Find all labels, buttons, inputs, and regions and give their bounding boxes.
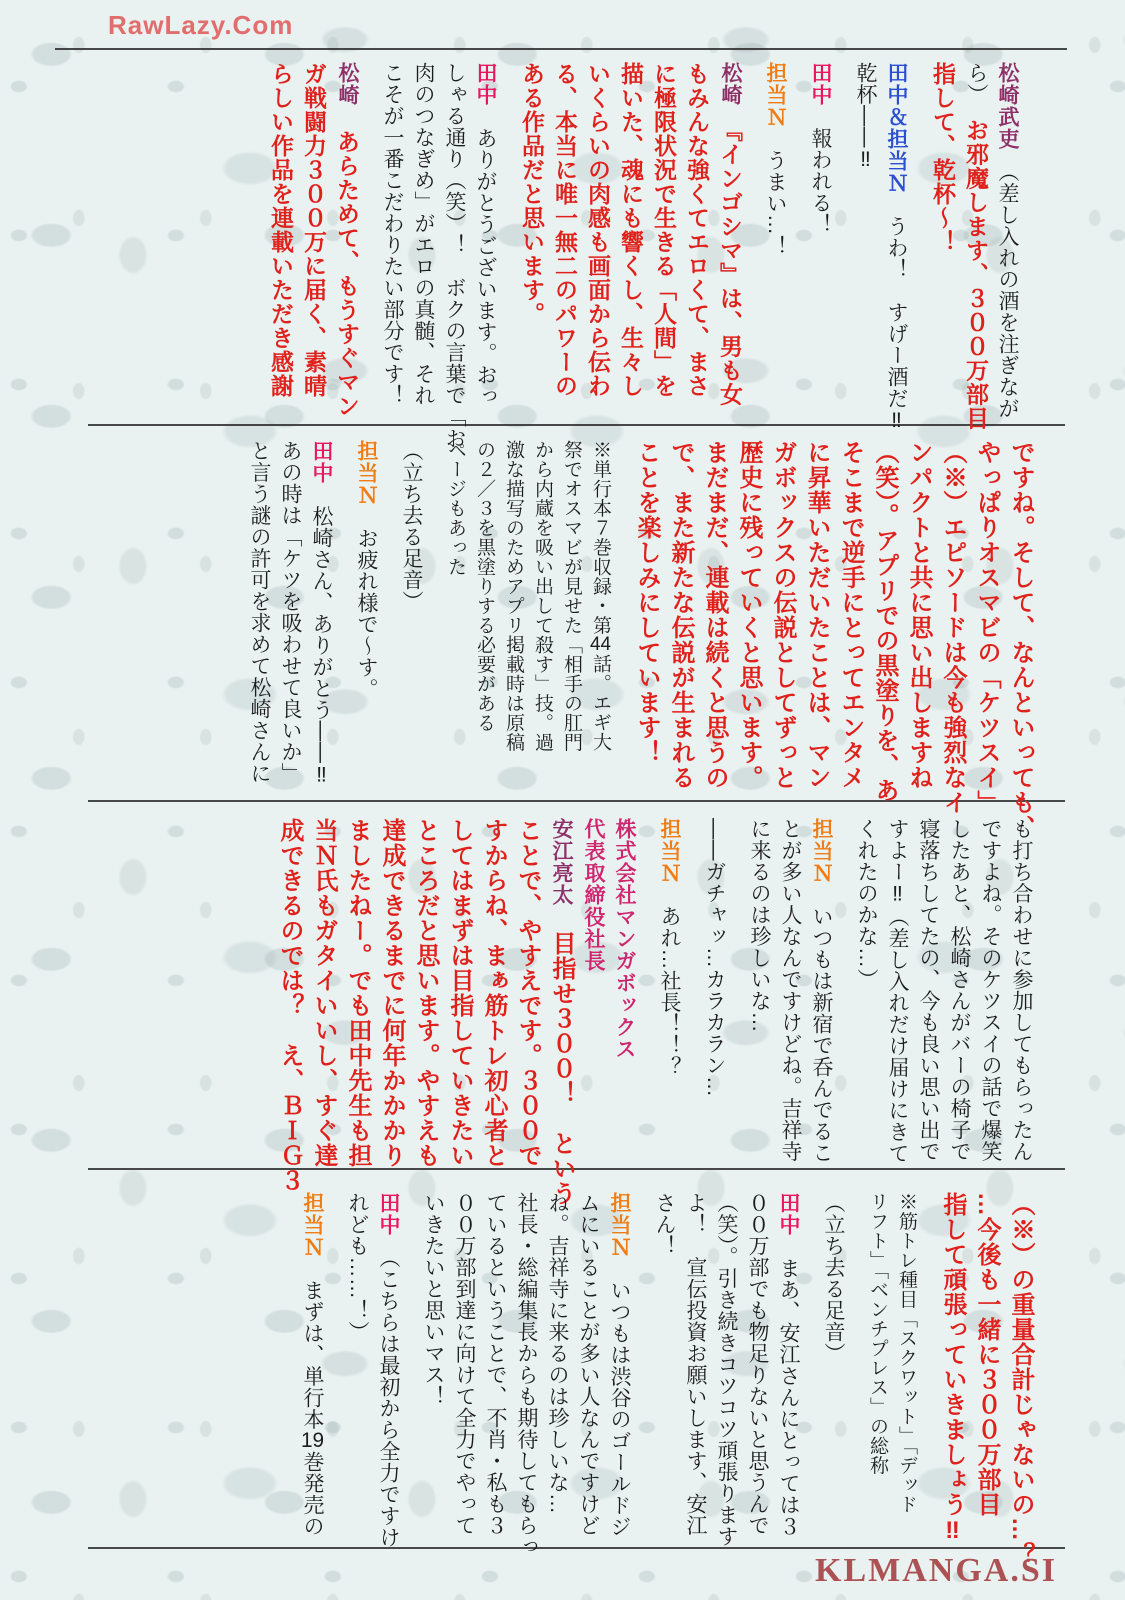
text-column xyxy=(412,818,439,1168)
speaker-label: 田中 xyxy=(377,1192,400,1236)
text-run: ですね。そして、なんといっても、 xyxy=(1007,440,1034,840)
text-column xyxy=(765,62,786,428)
text-column xyxy=(1011,818,1032,1162)
text-run: してはまずは目指していきたい xyxy=(446,818,473,1168)
text-run: ※筋トレ種目「スクワット」「デッド xyxy=(896,1192,917,1514)
text-column xyxy=(780,818,801,1162)
text-run: 激な描写のためアプリ掲載時は原稿 xyxy=(503,440,524,752)
divider-line xyxy=(55,48,1067,50)
text-run: 『インゴシマ』は、男も女 xyxy=(717,106,743,407)
text-run: しゃる通り（笑）！ ボクの言葉で「お xyxy=(443,62,466,449)
text-column xyxy=(446,818,473,1168)
text-run: ００万部でも物足りないと思うんで xyxy=(746,1192,769,1536)
text-run: ※単行本７巻収録・第 xyxy=(590,440,611,635)
text-column xyxy=(578,1192,599,1544)
text-column xyxy=(997,62,1018,428)
text-run: 歴史に残っていくと思います。 xyxy=(735,440,762,790)
text-column xyxy=(562,440,581,792)
text-run: 巻発売の xyxy=(301,1451,324,1537)
text-run: うわ！ すげー酒だ‼ xyxy=(885,194,908,433)
text-run: れども……！） xyxy=(346,1192,369,1343)
text-run: ことを楽しみにしています！ xyxy=(633,440,660,765)
text-column xyxy=(276,818,303,1193)
speaker-label: 担当Ｎ xyxy=(764,62,787,128)
text-run: ありがとうございます。おっ xyxy=(474,106,497,407)
text-column xyxy=(702,440,726,792)
text-run: 話。エギ大 xyxy=(590,654,611,752)
text-column xyxy=(770,440,794,792)
text-run: 寝落ちしてたの、今も良い思い出で xyxy=(917,818,940,1162)
text-column xyxy=(548,818,575,1206)
text-column xyxy=(249,440,270,792)
text-run: に昇華いただいたことは、マン xyxy=(803,440,830,790)
text-run: から内蔵を吸い出して殺す」技。過 xyxy=(532,440,553,752)
text-column xyxy=(778,1192,799,1544)
text-column xyxy=(747,1192,768,1544)
text-column xyxy=(504,440,523,792)
text-run: ある作品だと思います。 xyxy=(519,62,545,326)
text-column xyxy=(906,440,930,792)
text-column xyxy=(868,1192,887,1544)
text-run: 松崎さん、ありがとう――‼ xyxy=(310,484,333,787)
text-column xyxy=(443,62,466,449)
text-column xyxy=(940,1192,964,1544)
text-run: 祭でオスマビが見せた「相手の肛門 xyxy=(561,440,582,752)
text-column xyxy=(302,62,325,428)
interview-band-1 xyxy=(268,62,1042,449)
text-column xyxy=(515,1192,538,1558)
text-column xyxy=(446,440,465,792)
text-run: まだまだ、連載は続くと思うの xyxy=(701,440,728,790)
text-column xyxy=(547,1192,568,1544)
text-run: ページもあった xyxy=(445,440,466,577)
text-column xyxy=(949,818,970,1162)
speaker-label: 田中 xyxy=(310,440,333,484)
text-column xyxy=(855,62,876,428)
text-run: まずは、単行本 xyxy=(301,1258,324,1430)
text-run: すよー‼（差し入れだけ届けにきて xyxy=(886,818,909,1164)
company-title: 代表取締役社長 xyxy=(582,818,605,972)
speaker-label: 田中 xyxy=(809,62,832,106)
text-column xyxy=(586,62,609,428)
text-run: あの時は「ケツを吸わせて良いか」 xyxy=(279,440,302,784)
text-run: で、また新たな伝説が生まれる xyxy=(667,440,694,790)
text-column xyxy=(311,440,332,792)
text-column xyxy=(1007,440,1034,840)
speaker-label: 松崎 xyxy=(336,62,359,106)
text-column xyxy=(885,62,908,433)
text-column xyxy=(401,440,422,792)
text-column xyxy=(939,440,966,815)
text-run: （※）の重量合計じゃないの…？ xyxy=(1007,1192,1034,1567)
text-column xyxy=(838,440,862,792)
text-column xyxy=(533,440,552,792)
text-column xyxy=(973,440,1000,815)
text-run: やっぱりオスマビの「ケツスイ」 xyxy=(973,440,1000,815)
text-run: ００万部到達に向けて全力でやって xyxy=(453,1192,476,1536)
text-run: 当Ｎ氏もガタイいいし、すぐ達 xyxy=(310,818,337,1168)
text-run: ンパクトと共に思い出しますね xyxy=(905,440,932,790)
text-run: （立ち去る足音） xyxy=(822,1192,845,1364)
text-column xyxy=(749,818,770,1162)
text-column xyxy=(619,62,642,428)
text-run: 描いた、魂にも響くし、生々し xyxy=(618,62,644,398)
text-column xyxy=(413,62,434,428)
text-run: さん！ xyxy=(653,1192,676,1257)
text-column xyxy=(520,62,543,428)
text-run: まあ、安江さんにとっては３ xyxy=(777,1236,800,1537)
text-column xyxy=(583,818,604,1162)
text-column xyxy=(654,1192,675,1544)
text-run: ましたねー。でも田中先生も担 xyxy=(344,818,371,1168)
speaker-label: 担当Ｎ xyxy=(355,440,378,506)
text-column xyxy=(382,62,403,428)
text-run: 19 xyxy=(300,1430,325,1451)
text-column xyxy=(918,818,939,1162)
text-column xyxy=(804,440,828,792)
text-run: ら） xyxy=(965,62,988,95)
text-column xyxy=(356,440,377,792)
text-run: 指して、乾杯～！ xyxy=(930,62,956,254)
text-column xyxy=(378,818,405,1168)
text-run: （立ち去る足音） xyxy=(400,440,423,612)
interview-band-4 xyxy=(300,1192,1042,1567)
speaker-label: 田中 xyxy=(474,62,497,106)
company-title: 株式会社マンガボックス xyxy=(613,818,636,1060)
text-column xyxy=(280,440,301,792)
text-run: 指して頑張っていきましょう‼ xyxy=(939,1192,966,1545)
text-column xyxy=(591,440,610,792)
text-run: あらためて、もうすぐマン xyxy=(334,106,360,418)
text-run: （差し入れの酒を注ぎなが xyxy=(996,150,1019,419)
text-column xyxy=(718,62,741,428)
text-run: ことで、やすえです。３００で xyxy=(514,818,541,1168)
text-column xyxy=(856,818,877,1162)
text-run: （※）エピソードは今も強烈なイ xyxy=(939,440,966,815)
text-run: いきたいと思いマス！ xyxy=(422,1192,445,1407)
text-run: お疲れ様で～す。 xyxy=(355,506,378,700)
text-column xyxy=(897,1192,916,1544)
speaker-label: 担当Ｎ xyxy=(608,1192,631,1258)
text-run: ですよね。そのケツスイの話で爆笑 xyxy=(979,818,1002,1162)
speaker-label: 担当Ｎ xyxy=(658,818,681,884)
text-run: いくらいの肉感も画面から伝わ xyxy=(585,62,611,398)
text-column xyxy=(377,1192,400,1548)
text-run: に極限状況で生きる「人間」を xyxy=(651,62,677,398)
text-run: ね。吉祥寺に来るのは珍しいな… xyxy=(546,1192,569,1515)
text-column xyxy=(480,818,507,1168)
text-column xyxy=(871,440,898,803)
text-column xyxy=(823,1192,844,1544)
text-column xyxy=(475,62,496,428)
text-run: に来るのは珍しいな… xyxy=(748,818,771,1033)
speaker-label: 松崎武吏 xyxy=(996,62,1019,150)
text-column xyxy=(715,1192,738,1547)
speaker-label: 担当Ｎ xyxy=(810,818,833,884)
text-column xyxy=(980,818,1001,1162)
text-column xyxy=(1007,1192,1034,1567)
text-column xyxy=(335,62,358,428)
text-column xyxy=(685,1192,706,1544)
text-run: あれ…社長！！？ xyxy=(658,884,681,1078)
text-column xyxy=(811,818,832,1162)
text-column xyxy=(652,62,675,428)
text-run: リフト」「ベンチプレス」の総称 xyxy=(867,1192,888,1475)
text-column xyxy=(310,818,337,1168)
text-column xyxy=(475,440,494,792)
text-run: したあと、松崎さんがバーの椅子で xyxy=(948,818,971,1162)
text-run: らしい作品を連載いただき感謝 xyxy=(268,62,294,398)
text-run: の２／３を黒塗りする必要がある xyxy=(474,440,495,733)
speaker-label: 担当Ｎ xyxy=(301,1192,324,1258)
text-column xyxy=(344,818,371,1168)
text-run: そこまで逆手にとってエンタメ xyxy=(837,440,864,790)
text-run: 44 xyxy=(590,635,611,654)
text-column xyxy=(887,818,908,1162)
text-run: 社長・総編集長からも期待してもらっ xyxy=(515,1192,538,1558)
text-run: （こちらは最初から全力ですけ xyxy=(377,1236,400,1548)
text-run: ているということで、不肖・私も３ xyxy=(484,1192,507,1536)
text-run: 成できるのでは？ え、ＢＩＧ３ xyxy=(276,818,303,1193)
text-run: いつもは新宿で呑んでるこ xyxy=(810,884,833,1164)
interview-band-2 xyxy=(248,440,1042,840)
text-column xyxy=(553,62,576,428)
text-run: ガボックスの伝説としてずっと xyxy=(769,440,796,790)
text-run: ムにいることが多い人なんですけど xyxy=(577,1192,600,1536)
text-run: （笑）。引き続きコツコツ頑張ります xyxy=(715,1192,738,1547)
text-column xyxy=(302,1192,323,1544)
divider-line xyxy=(88,1168,1065,1170)
text-run: ――ガチャッ…カラカラン… xyxy=(703,818,726,1098)
text-column xyxy=(736,440,760,792)
text-run: も打ち合わせに参加してもらったん xyxy=(1010,818,1033,1162)
text-column xyxy=(609,1192,630,1544)
text-column xyxy=(974,1192,998,1544)
watermark-klmanga: KLMANGA.SI xyxy=(815,1552,1057,1589)
text-run: ところだと思います。やすえも xyxy=(412,818,439,1168)
text-run: すからね、まぁ筋トレ初心者と xyxy=(480,818,507,1168)
text-run: よ！ 宣伝投資お願いします、安江 xyxy=(684,1192,707,1536)
text-column xyxy=(423,1192,444,1544)
text-run: 報われる！ xyxy=(809,106,832,235)
text-column xyxy=(485,1192,506,1544)
text-column xyxy=(963,62,989,431)
speaker-label: 松崎 xyxy=(719,62,742,106)
text-run: …今後も一緒に３００万部目 xyxy=(973,1192,1000,1517)
text-run: 乾杯――‼ xyxy=(854,62,877,172)
interview-band-3 xyxy=(276,818,1042,1206)
text-column xyxy=(269,62,292,428)
divider-line xyxy=(88,1547,1065,1549)
text-run: うまい…！ xyxy=(764,128,787,257)
text-run: る、本当に唯一無二のパワーの xyxy=(552,62,578,398)
text-column xyxy=(704,818,725,1162)
text-column xyxy=(685,62,708,428)
text-column xyxy=(347,1192,368,1544)
text-column xyxy=(614,818,635,1162)
text-run: お邪魔します、３００万部目 xyxy=(963,94,989,431)
speaker-label: 田中＆担当Ｎ xyxy=(885,62,908,194)
text-run: こそが一番こだわりたい部分です！ xyxy=(381,62,404,406)
text-column xyxy=(454,1192,475,1544)
text-run: 目指せ３００！ という xyxy=(548,906,575,1206)
text-run: 肉のつなぎめ」がエロの真髄、それ xyxy=(412,62,435,406)
text-column xyxy=(634,440,658,792)
text-column xyxy=(514,818,541,1168)
text-column xyxy=(668,440,692,792)
text-run: と言う謎の許可を求めて松崎さんに xyxy=(248,440,271,784)
speaker-label: 田中 xyxy=(777,1192,800,1236)
text-run: いつもは渋谷のゴールドジ xyxy=(608,1258,631,1538)
text-run: ガ戦闘力３００万に届く、素晴 xyxy=(301,62,327,398)
text-run: 達成できるまでに何年かかかり xyxy=(378,818,405,1168)
divider-line xyxy=(88,800,1065,802)
text-column xyxy=(931,62,954,428)
text-run: （笑）。アプリでの黒塗りを、あ xyxy=(871,440,898,803)
speaker-label: 安江亮太 xyxy=(550,818,573,906)
text-run: もみんな強くてエロくて、まさ xyxy=(684,62,710,398)
watermark-rawlazy: RawLazy.Com xyxy=(108,10,294,40)
text-column xyxy=(810,62,831,428)
text-column xyxy=(659,818,680,1162)
text-run: くれたのかな…） xyxy=(855,818,878,990)
text-run: とが多い人なんですけどね。吉祥寺 xyxy=(779,818,802,1162)
